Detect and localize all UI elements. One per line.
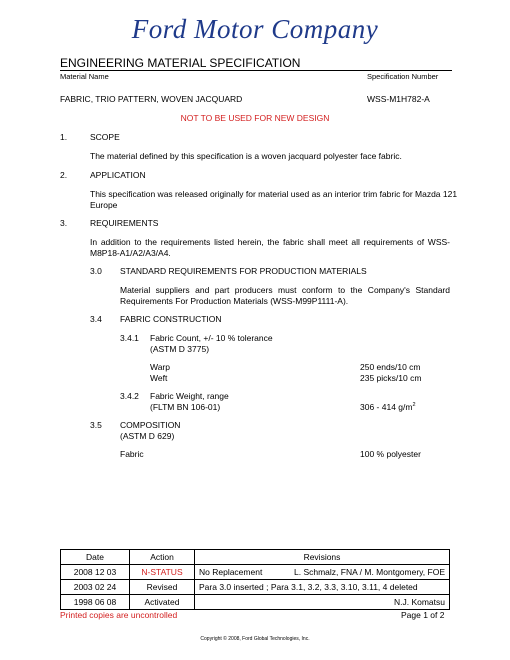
- revision-author: L. Schmalz, FNA / M. Montgomery, FOE: [294, 567, 445, 577]
- revision-author: N.J. Komatsu: [393, 597, 445, 607]
- application-body-line: Europe: [90, 200, 118, 210]
- subsection-number: 3.4.2: [120, 391, 139, 401]
- row-revision: [195, 580, 450, 595]
- revision-table: [60, 549, 450, 610]
- material-name-label: Material Name: [60, 72, 109, 81]
- subsection-number: 3.4: [90, 314, 102, 324]
- table-row: [61, 580, 450, 595]
- header-date: Date: [61, 550, 130, 565]
- fabric-weight-standard: (FLTM BN 106-01): [150, 402, 221, 412]
- uncontrolled-notice: Printed copies are uncontrolled: [60, 610, 178, 620]
- fabric-value: 100 % polyester: [360, 449, 421, 459]
- subsection-number: 3.5: [90, 420, 102, 430]
- fabric-weight-heading: Fabric Weight, range: [150, 391, 229, 401]
- document-title: ENGINEERING MATERIAL SPECIFICATION: [60, 56, 301, 70]
- subsection-number: 3.0: [90, 266, 102, 276]
- warp-label: Warp: [150, 362, 170, 372]
- subsection-heading-3-4: FABRIC CONSTRUCTION: [120, 314, 222, 324]
- row-action: Activated: [130, 595, 195, 610]
- composition-heading: COMPOSITION: [120, 420, 181, 430]
- warp-value: 250 ends/10 cm: [360, 362, 421, 372]
- requirements-body-line: M8P18-A1/A2/A3/A4.: [90, 248, 171, 258]
- revision-note: Para 3.0 inserted ; Para 3.1, 3.2, 3.3, 3.10, 3.11, 4 deleted: [199, 582, 418, 592]
- spec-number-label: Specification Number: [367, 72, 439, 81]
- spec-number: WSS-M1H782-A: [367, 94, 430, 104]
- revision-note: No Replacement: [199, 567, 263, 577]
- table-header-row: [61, 550, 450, 565]
- fabric-count-heading: Fabric Count, +/- 10 % tolerance: [150, 333, 273, 343]
- section-number: 1.: [60, 132, 68, 142]
- row-date: 2003 02 24: [61, 580, 130, 595]
- table-row: [61, 565, 450, 580]
- subsection-number: 3.4.1: [120, 333, 139, 343]
- application-body-line: This specification was released originally for material used as an interior trim fabric for Mazda 121: [90, 189, 458, 199]
- material-name: FABRIC, TRIO PATTERN, WOVEN JACQUARD: [60, 94, 243, 104]
- ford-logo: Ford Motor Company: [131, 14, 379, 44]
- copyright-notice: Copyright © 2008, Ford Global Technologies, Inc.: [200, 636, 310, 642]
- section-heading-requirements: REQUIREMENTS: [90, 218, 159, 228]
- row-action: N-STATUS: [130, 565, 195, 580]
- table-row: [61, 595, 450, 610]
- fabric-label: Fabric: [120, 449, 144, 459]
- section-number: 3.: [60, 218, 68, 228]
- section-number: 2.: [60, 170, 68, 180]
- page-number: Page 1 of 2: [401, 610, 445, 620]
- header-revisions: Revisions: [195, 550, 450, 565]
- status-notice: NOT TO BE USED FOR NEW DESIGN: [180, 113, 330, 123]
- fabric-count-standard: (ASTM D 3775): [150, 344, 210, 354]
- scope-body: The material defined by this specification is a woven jacquard polyester face fabric.: [90, 151, 402, 161]
- standard-requirements-body-line: Requirements For Production Materials (WSS-M99P1111-A).: [120, 296, 349, 306]
- header-action: Action: [130, 550, 195, 565]
- composition-standard: (ASTM D 629): [120, 431, 175, 441]
- subsection-heading-3-0: STANDARD REQUIREMENTS FOR PRODUCTION MATERIALS: [120, 266, 367, 276]
- standard-requirements-body-line: Material suppliers and part producers must conform to the Company's Standard: [120, 285, 450, 295]
- row-date: 1998 06 08: [61, 595, 130, 610]
- fabric-weight-value: 306 - 414 $g/m^2$: [360, 401, 416, 412]
- section-heading-application: APPLICATION: [90, 170, 146, 180]
- row-revision: [195, 565, 450, 580]
- requirements-body-line: In addition to the requirements listed herein, the fabric shall meet all requirements of WSS-: [90, 237, 450, 247]
- section-heading-scope: SCOPE: [90, 132, 120, 142]
- row-action: Revised: [130, 580, 195, 595]
- weft-value: 235 picks/10 cm: [360, 373, 422, 383]
- row-date: 2008 12 03: [61, 565, 130, 580]
- weft-label: Weft: [150, 373, 168, 383]
- title-divider: [60, 70, 452, 71]
- row-revision: [195, 595, 450, 610]
